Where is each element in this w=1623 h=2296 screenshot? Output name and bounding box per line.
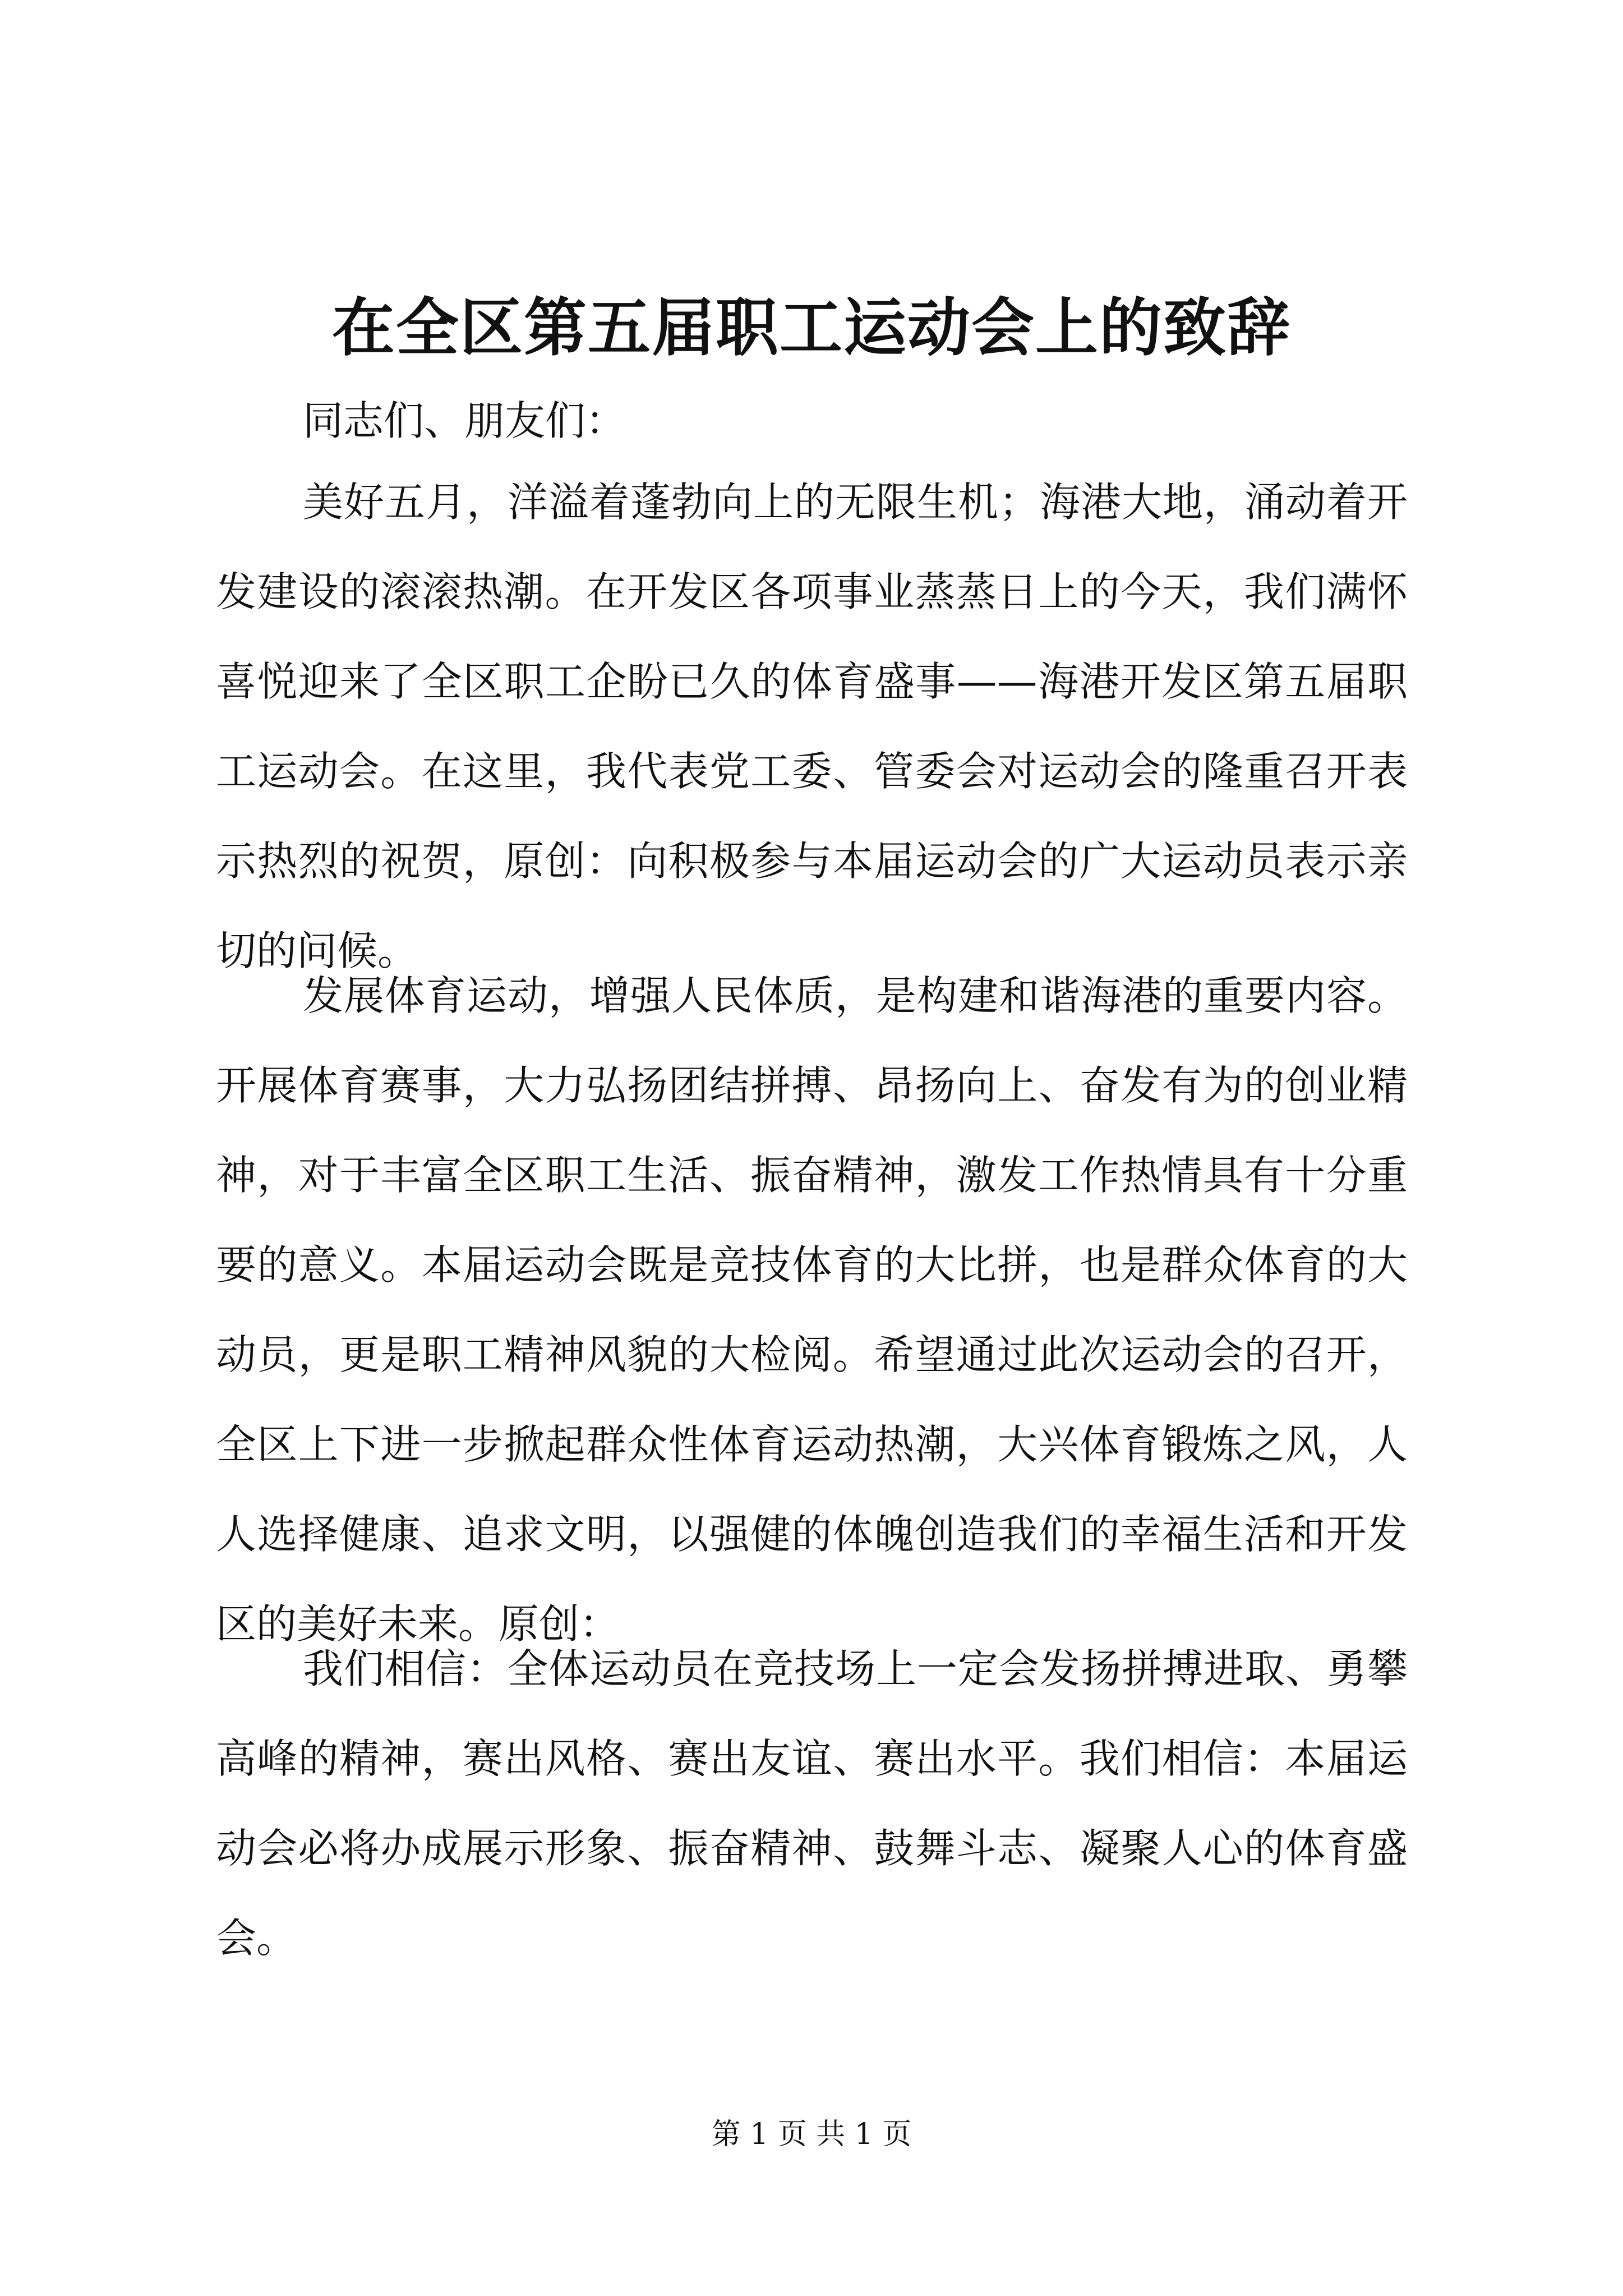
page-footer: 第 1 页 共 1 页 — [711, 2118, 912, 2151]
body-paragraph-3: 我们相信：全体运动员在竞技场上一定会发扬拼搏进取、勇攀高峰的精神，赛出风格、赛出友谊、赛出水平。我们相信：本届运动会必将办成展示形象、振奋精神、鼓舞斗志、凝聚人心的体育盛会。 — [216, 1645, 1408, 1962]
body-paragraph-2: 发展体育运动，增强人民体质，是构建和谐海港的重要内容。开展体育赛事，大力弘扬团结拼搏、昂扬向上、奋发有为的创业精神，对于丰富全区职工生活、振奋精神，激发工作热情具有十分重要的意义。本届运动会既是竞技体育的大比拼，也是群众体育的大动员，更是职工精神风貌的大检阅。希望通过此次运动会的召开，全区上下进一步掀起群众性体育运动热潮，大兴体育锻炼之风，人人选择健康、追求文明，以强健的体魄创造我们的幸福生活和开发区的美好未来。原创： — [216, 972, 1408, 1648]
page-title: 在全区第五届职工运动会上的致辞 — [332, 291, 1291, 365]
salutation: 同志们、朋友们： — [303, 397, 626, 444]
body-paragraph-1: 美好五月，洋溢着蓬勃向上的无限生机；海港大地，涌动着开发建设的滚滚热潮。在开发区各项事业蒸蒸日上的今天，我们满怀喜悦迎来了全区职工企盼已久的体育盛事——海港开发区第五届职工运动会。在这里，我代表党工委、管委会对运动会的隆重召开表示热烈的祝贺，原创：向积极参与本届运动会的广大运动员表示亲切的问候。 — [216, 478, 1408, 974]
